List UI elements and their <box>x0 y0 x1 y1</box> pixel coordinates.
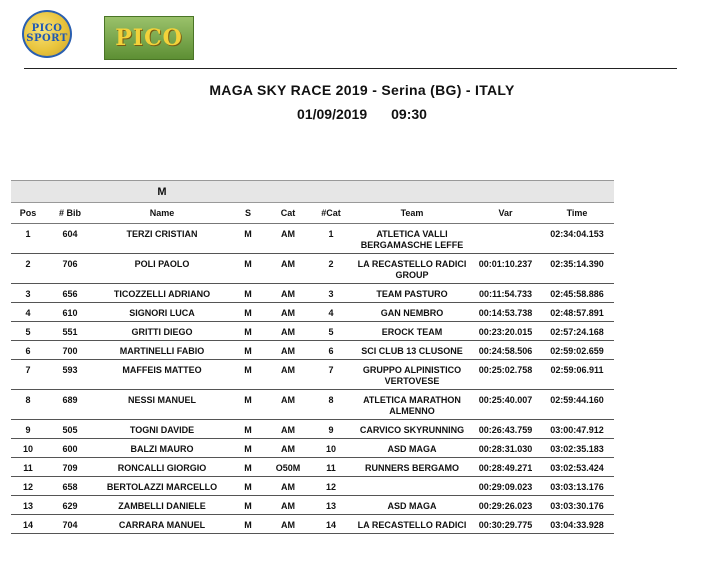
cell-time: 02:34:04.153 <box>540 224 614 254</box>
cell-cat: AM <box>267 496 309 515</box>
cell-bib: 604 <box>45 224 95 254</box>
col-time: Time <box>540 203 614 224</box>
cell-time: 03:00:47.912 <box>540 420 614 439</box>
cell-name: RONCALLI GIORGIO <box>95 458 229 477</box>
cell-var: 00:24:58.506 <box>471 341 540 360</box>
col-sex: S <box>229 203 267 224</box>
cell-sex: M <box>229 322 267 341</box>
cell-bib: 700 <box>45 341 95 360</box>
cell-catpos: 6 <box>309 341 353 360</box>
cell-team: ATLETICA MARATHON ALMENNO <box>353 390 471 420</box>
cell-catpos: 8 <box>309 390 353 420</box>
cell-name: GRITTI DIEGO <box>95 322 229 341</box>
cell-pos: 13 <box>11 496 45 515</box>
cell-var: 00:29:09.023 <box>471 477 540 496</box>
cell-catpos: 13 <box>309 496 353 515</box>
pico-logo <box>104 16 194 60</box>
cell-sex: M <box>229 254 267 284</box>
cell-time: 02:59:06.911 <box>540 360 614 390</box>
category-band <box>11 181 614 203</box>
cell-team: RUNNERS BERGAMO <box>353 458 471 477</box>
cell-var: 00:11:54.733 <box>471 284 540 303</box>
cell-bib: 551 <box>45 322 95 341</box>
page-title: MAGA SKY RACE 2019 - Serina (BG) - ITALY <box>209 82 515 98</box>
logo-right-text: PICO <box>115 25 183 51</box>
cell-sex: M <box>229 303 267 322</box>
cell-bib: 593 <box>45 360 95 390</box>
cell-team: ASD MAGA <box>353 439 471 458</box>
table-row <box>11 515 614 534</box>
cell-pos: 8 <box>11 390 45 420</box>
cell-catpos: 3 <box>309 284 353 303</box>
cell-team: SCI CLUB 13 CLUSONE <box>353 341 471 360</box>
cell-var: 00:26:43.759 <box>471 420 540 439</box>
cell-cat: AM <box>267 254 309 284</box>
cell-bib: 629 <box>45 496 95 515</box>
cell-time: 02:59:44.160 <box>540 390 614 420</box>
cell-var <box>471 224 540 254</box>
cell-bib: 709 <box>45 458 95 477</box>
race-date: 01/09/2019 <box>297 106 368 122</box>
cell-time: 02:59:02.659 <box>540 341 614 360</box>
cell-bib: 505 <box>45 420 95 439</box>
cell-name: NESSI MANUEL <box>95 390 229 420</box>
cell-team: GAN NEMBRO <box>353 303 471 322</box>
cell-pos: 4 <box>11 303 45 322</box>
cell-bib: 600 <box>45 439 95 458</box>
cell-pos: 3 <box>11 284 45 303</box>
cell-sex: M <box>229 515 267 534</box>
cell-bib: 658 <box>45 477 95 496</box>
cell-name: TOGNI DAVIDE <box>95 420 229 439</box>
cell-pos: 5 <box>11 322 45 341</box>
cell-catpos: 9 <box>309 420 353 439</box>
race-time: 09:30 <box>391 106 427 122</box>
cell-time: 02:45:58.886 <box>540 284 614 303</box>
table-row <box>11 254 614 284</box>
results-table <box>11 180 614 534</box>
cell-catpos: 12 <box>309 477 353 496</box>
cell-team: LA RECASTELLO RADICI <box>353 515 471 534</box>
col-name: Name <box>95 203 229 224</box>
cell-time: 02:48:57.891 <box>540 303 614 322</box>
cell-team: TEAM PASTURO <box>353 284 471 303</box>
cell-sex: M <box>229 458 267 477</box>
table-row <box>11 224 614 254</box>
cell-sex: M <box>229 284 267 303</box>
cell-sex: M <box>229 341 267 360</box>
table-row <box>11 341 614 360</box>
header-divider <box>24 68 677 69</box>
cell-bib: 689 <box>45 390 95 420</box>
cell-team: ATLETICA VALLI BERGAMASCHE LEFFE <box>353 224 471 254</box>
table-row <box>11 284 614 303</box>
cell-var: 00:14:53.738 <box>471 303 540 322</box>
cell-pos: 7 <box>11 360 45 390</box>
cell-var: 00:25:02.758 <box>471 360 540 390</box>
col-var: Var <box>471 203 540 224</box>
cell-bib: 610 <box>45 303 95 322</box>
cell-pos: 14 <box>11 515 45 534</box>
col-catpos: #Cat <box>309 203 353 224</box>
cell-var: 00:28:31.030 <box>471 439 540 458</box>
cell-cat: AM <box>267 420 309 439</box>
cell-team <box>353 477 471 496</box>
cell-catpos: 4 <box>309 303 353 322</box>
cell-sex: M <box>229 477 267 496</box>
cell-team: ASD MAGA <box>353 496 471 515</box>
cell-time: 03:03:13.176 <box>540 477 614 496</box>
cell-cat: AM <box>267 303 309 322</box>
table-row <box>11 303 614 322</box>
pico-sport-logo <box>22 10 72 58</box>
cell-var: 00:30:29.775 <box>471 515 540 534</box>
cell-catpos: 11 <box>309 458 353 477</box>
cell-cat: O50M <box>267 458 309 477</box>
cell-catpos: 5 <box>309 322 353 341</box>
logo-left-line2: SPORT <box>26 33 68 44</box>
cell-cat: AM <box>267 515 309 534</box>
cell-name: BERTOLAZZI MARCELLO <box>95 477 229 496</box>
cell-var: 00:23:20.015 <box>471 322 540 341</box>
cell-team: CARVICO SKYRUNNING <box>353 420 471 439</box>
table-header <box>11 203 614 224</box>
cell-time: 03:02:35.183 <box>540 439 614 458</box>
cell-sex: M <box>229 224 267 254</box>
cell-time: 03:02:53.424 <box>540 458 614 477</box>
cell-cat: AM <box>267 360 309 390</box>
cell-sex: M <box>229 439 267 458</box>
cell-name: TICOZZELLI ADRIANO <box>95 284 229 303</box>
cell-cat: AM <box>267 322 309 341</box>
cell-name: MARTINELLI FABIO <box>95 341 229 360</box>
cell-sex: M <box>229 420 267 439</box>
cell-pos: 10 <box>11 439 45 458</box>
cell-bib: 706 <box>45 254 95 284</box>
race-datetime <box>0 106 724 122</box>
cell-name: SIGNORI LUCA <box>95 303 229 322</box>
cell-time: 03:03:30.176 <box>540 496 614 515</box>
logo-left-line1: PICO <box>31 23 63 34</box>
cell-pos: 12 <box>11 477 45 496</box>
cell-name: POLI PAOLO <box>95 254 229 284</box>
cell-var: 00:28:49.271 <box>471 458 540 477</box>
cell-team: LA RECASTELLO RADICI GROUP <box>353 254 471 284</box>
cell-catpos: 1 <box>309 224 353 254</box>
cell-pos: 1 <box>11 224 45 254</box>
cell-name: ZAMBELLI DANIELE <box>95 496 229 515</box>
cell-team: EROCK TEAM <box>353 322 471 341</box>
table-row <box>11 458 614 477</box>
cell-name: MAFFEIS MATTEO <box>95 360 229 390</box>
cell-cat: AM <box>267 439 309 458</box>
cell-cat: AM <box>267 284 309 303</box>
cell-pos: 2 <box>11 254 45 284</box>
cell-cat: AM <box>267 224 309 254</box>
cell-var: 00:25:40.007 <box>471 390 540 420</box>
cell-sex: M <box>229 390 267 420</box>
cell-cat: AM <box>267 341 309 360</box>
cell-time: 02:35:14.390 <box>540 254 614 284</box>
table-row <box>11 420 614 439</box>
cell-var: 00:01:10.237 <box>471 254 540 284</box>
table-row <box>11 322 614 341</box>
col-team: Team <box>353 203 471 224</box>
col-pos: Pos <box>11 203 45 224</box>
col-bib: # Bib <box>45 203 95 224</box>
cell-pos: 9 <box>11 420 45 439</box>
cell-team: GRUPPO ALPINISTICO VERTOVESE <box>353 360 471 390</box>
cell-sex: M <box>229 496 267 515</box>
table-row <box>11 477 614 496</box>
col-cat: Cat <box>267 203 309 224</box>
cell-cat: AM <box>267 477 309 496</box>
table-row <box>11 439 614 458</box>
cell-name: BALZI MAURO <box>95 439 229 458</box>
cell-time: 03:04:33.928 <box>540 515 614 534</box>
cell-sex: M <box>229 360 267 390</box>
cell-name: TERZI CRISTIAN <box>95 224 229 254</box>
cell-time: 02:57:24.168 <box>540 322 614 341</box>
cell-bib: 656 <box>45 284 95 303</box>
cell-catpos: 10 <box>309 439 353 458</box>
results-body <box>11 224 614 534</box>
category-label: M <box>95 181 229 203</box>
cell-catpos: 2 <box>309 254 353 284</box>
cell-catpos: 7 <box>309 360 353 390</box>
cell-bib: 704 <box>45 515 95 534</box>
cell-pos: 6 <box>11 341 45 360</box>
table-row <box>11 496 614 515</box>
cell-catpos: 14 <box>309 515 353 534</box>
cell-var: 00:29:26.023 <box>471 496 540 515</box>
cell-pos: 11 <box>11 458 45 477</box>
table-row <box>11 390 614 420</box>
cell-name: CARRARA MANUEL <box>95 515 229 534</box>
cell-cat: AM <box>267 390 309 420</box>
table-row <box>11 360 614 390</box>
